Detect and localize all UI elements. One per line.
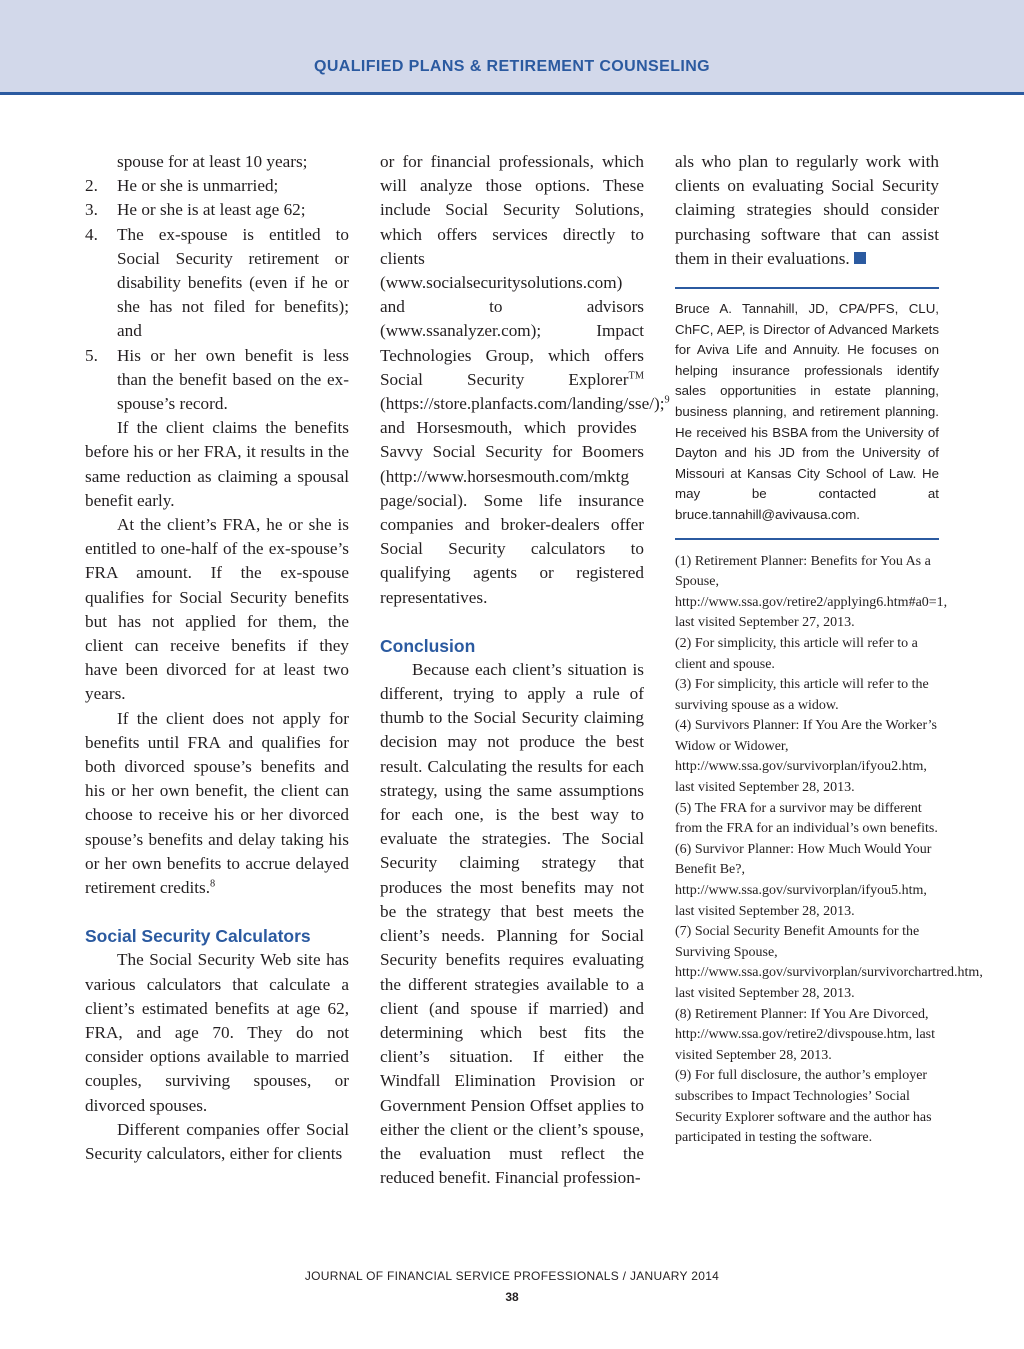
- footnotes: [675, 552, 983, 1149]
- paragraph: als who plan to regularly work with clients on evaluating Social Security claiming strategies should consider purchasing software that can assist them in their evaluations.: [675, 152, 939, 268]
- footnote: (4) Survivors Planner: If You Are the Worker’s Widow or Widower, http://www.ssa.gov/survivorplan/ifyou2.htm, last visited September 28, 2013.: [675, 718, 937, 796]
- list-item: 5. His or her own benefit is less than the benefit based on the ex-spouse’s record.: [85, 345, 349, 414]
- footnote: (3) For simplicity, this article will refer to the surviving spouse as a widow.: [675, 677, 929, 713]
- end-mark-icon: [854, 252, 866, 264]
- paragraph: At the client’s FRA, he or she is entitled to one-half of the ex-spouse’s FRA amount. If the ex-spouse qualifies for Social Security benefits but has not applied for them, the client can receive benefits if they have been divorced for at least two years.: [85, 515, 349, 704]
- paragraph: The Social Security Web site has various calculators that calculate a client’s estimated benefits at age 62, FRA, and age 70. They do not consider options available to married couples, surviving spouses, or divorced spouses.: [85, 950, 349, 1115]
- trademark: TM: [628, 370, 644, 382]
- column-2: [380, 150, 670, 1190]
- footnote-ref: 8: [210, 878, 216, 890]
- footnote: (1) Retirement Planner: Benefits for You As a Spouse, http://www.ssa.gov/retire2/applying6.htm#a0=1, last visited September 27, 2013.: [675, 553, 948, 631]
- section-heading: Social Security Calculators: [85, 926, 311, 947]
- header-band: [0, 0, 1024, 95]
- paragraph: Different companies offer Social Security calculators, either for clients: [85, 1119, 349, 1163]
- paragraph: Because each client’s situation is different, trying to apply a rule of thumb to the Social Security claiming decision may not produce the best result. Calculating the results for each strategy, using the same assumptions for each one, is the best way to evaluate the strategies. The Social Security claiming strategy that produces the most benefits may not be the strategy that best meets the client’s needs. Planning for Social Security benefits requires evaluating the different strategies available to a client (and spouse if married) and determining which best fits the client’s situation. If either the Windfall Elimination Provision or Government Pension Offset applies to either the client or the client’s spouse, the evaluation must reflect the reduced benefit. Financial profession-: [380, 659, 644, 1188]
- author-bio: Bruce A. Tannahill, JD, CPA/PFS, CLU, ChFC, AEP, is Director of Advanced Markets for Aviva Life and Annuity. He focuses on helping insurance professionals identify sales opportunities in estate planning, business planning, and retirement planning. He received his BSBA from the University of Dayton and his JD from the University of Missouri at Kansas City School of Law. He may be contacted at bruce.tannahill@avivausa.com.: [675, 301, 939, 522]
- list-item: 3. He or she is at least age 62;: [85, 200, 306, 220]
- paragraph: If the client does not apply for benefits until FRA and qualifies for both divorced spouse’s benefits and his or her own benefit, the client can choose to receive his or her divorced spouse’s benefits and delay taking his or her own benefits to accrue delayed retirement credits.$^8$: [85, 708, 349, 898]
- footer-journal: JOURNAL OF FINANCIAL SERVICE PROFESSIONALS / JANUARY 2014: [304, 1269, 720, 1283]
- divider: [675, 287, 939, 289]
- section-heading: Conclusion: [380, 635, 476, 656]
- column-1: [85, 150, 349, 1166]
- footnote: (9) For full disclosure, the author’s employer subscribes to Impact Technologies’ Social Security Explorer software and the author has participated in testing the software.: [675, 1068, 932, 1146]
- footnote-ref: 9: [664, 394, 670, 406]
- paragraph: or for financial professionals, which will analyze those options. These include Social Security Solutions, which offers services directly to clients (www.socialsecuritysolutions.com) and to advisors (www.ssanalyzer.com); Impact Technologies Group, which offers Social Security Explorer™ (https://store.planfacts.com/landing/sse/);$^9$ and Horsesmouth, which provides Savvy Social Security for Boomers (http://www.horsesmouth.com/mktg page/social). Some life insurance companies and broker-dealers offer Social Security calculators to qualifying agents or registered representatives.: [380, 152, 670, 607]
- running-header: QUALIFIED PLANS & RETIREMENT COUNSELING: [313, 58, 711, 75]
- paragraph: If the client claims the benefits before his or her FRA, it results in the same reduction as claiming a spousal benefit early.: [85, 418, 349, 510]
- footnote: (2) For simplicity, this article will refer to a client and spouse.: [675, 635, 918, 672]
- page-number: 38: [505, 1290, 519, 1304]
- footnote: (8) Retirement Planner: If You Are Divorced, http://www.ssa.gov/retire2/divspouse.htm, last visited September 28, 2013.: [675, 1006, 936, 1063]
- eligibility-list: [85, 174, 349, 416]
- list-item: 4. The ex-spouse is entitled to Social Security retirement or disability benefits (even if he or she has not filed for benefits); and: [85, 224, 349, 341]
- list-item: 2. He or she is unmarried;: [85, 176, 279, 196]
- list-continuation: spouse for at least 10 years;: [117, 152, 308, 171]
- footnote: (6) Survivor Planner: How Much Would Your Benefit Be?, http://www.ssa.gov/survivorplan/ifyou5.htm, last visited September 28, 2013.: [675, 841, 932, 919]
- column-3: [675, 150, 983, 1149]
- divider: [675, 538, 939, 540]
- footnote: (7) Social Security Benefit Amounts for the Surviving Spouse, http://www.ssa.gov/survivorplan/survivorchartred.htm, last visited September 28, 2013.: [675, 924, 983, 1002]
- footnote: (5) The FRA for a survivor may be different from the FRA for an individual’s own benefits.: [675, 800, 938, 837]
